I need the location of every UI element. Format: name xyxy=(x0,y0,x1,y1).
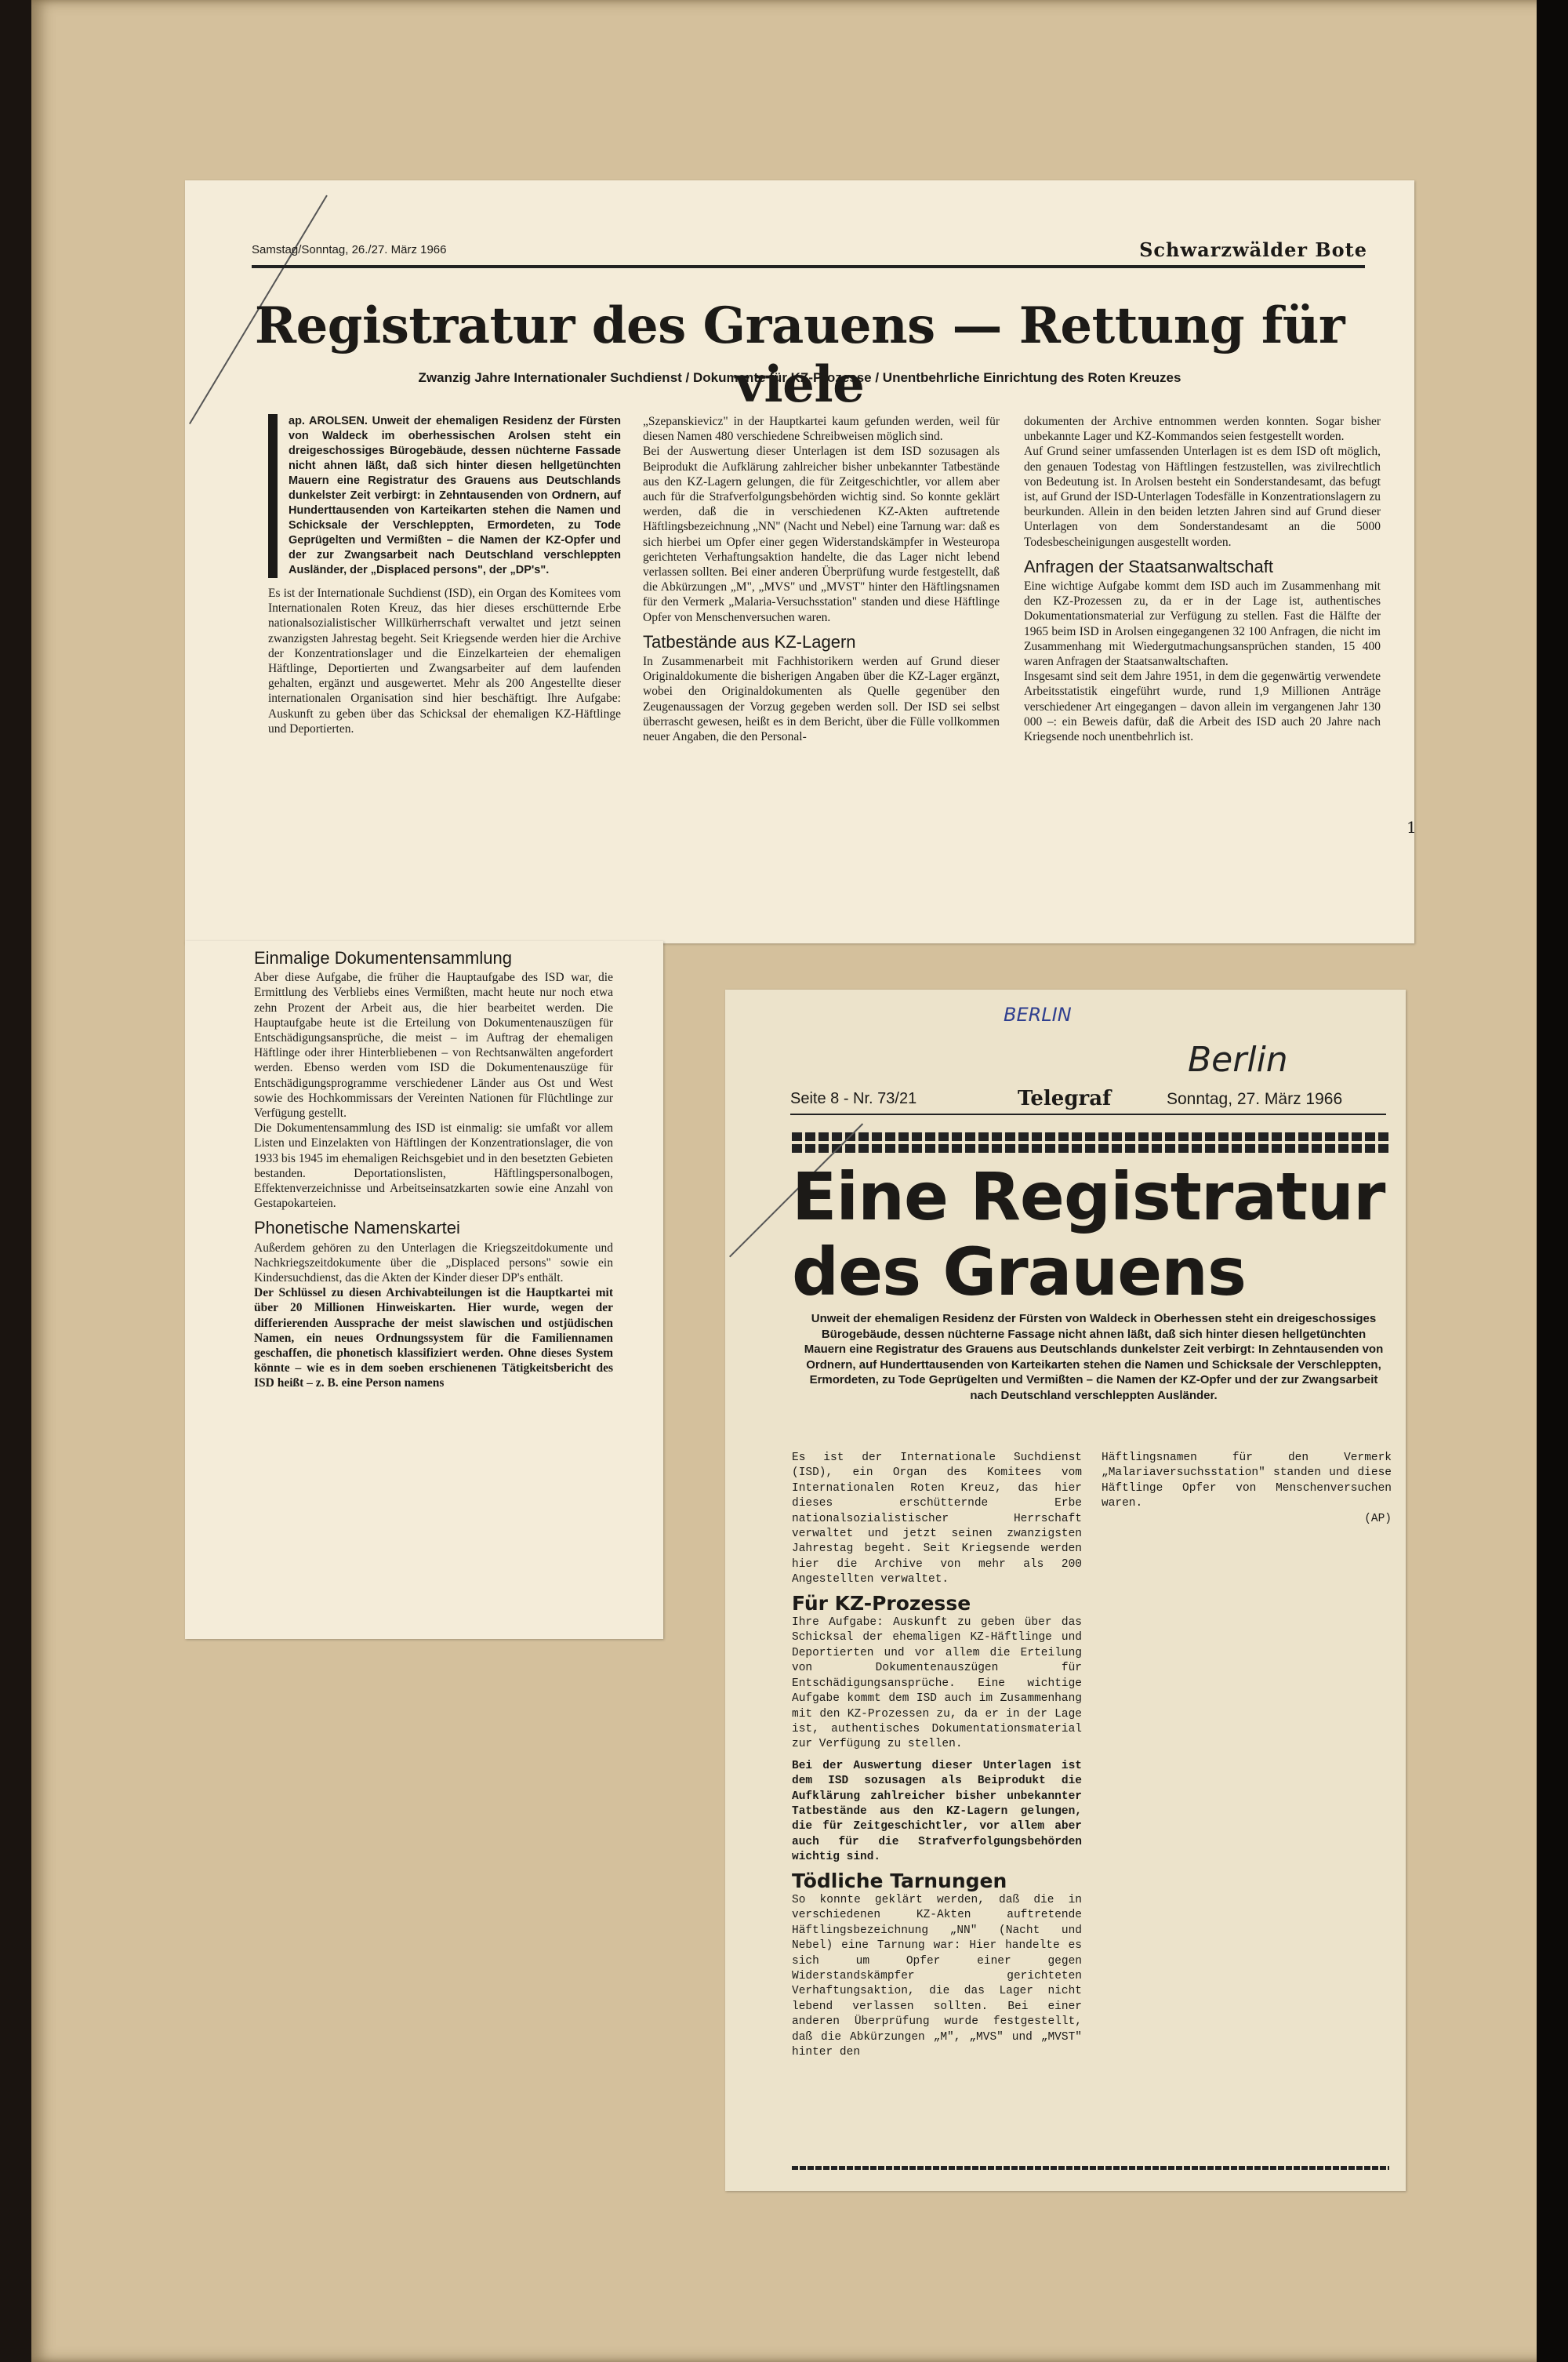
article-paragraph: Bei der Auswertung dieser Unterlagen ist dem ISD sozusagen als Beiprodukt die Aufklärung zahlreicher bisher unbekannter Tatbestände aus den KZ-Lagern gelungen, die für Zeitgeschichtler, vor allem aber auch für die Strafverfolgungsbehörden wichtig sind. xyxy=(792,1759,1082,1864)
article-paragraph: Aber diese Aufgabe, die früher die Hauptaufgabe des ISD war, die Ermittlung des Verbliebs eines Vermißten, macht heute nur noch etwa zehn Prozent der Arbeit aus, die hier bearbeitet werden. Die Hauptaufgabe heute ist die Erteilung von Dokumentenauszügen für Entschädigungsansprüche, die meist – im Auftrag der ehemaligen Häftlinge oder ihrer Hinterbliebenen – von Rechtsanwälten angefordert werden. Ebenso werden vom ISD die Dokumentenauszüge für Entschädigungsprogramme verschiedener Länder aus Ost und West sowie des Hochkommissars der Vereinten Nationen für Flüchtlinge zur Verfügung gestellt. xyxy=(254,971,613,1121)
article-lead: ap. AROLSEN. Unweit der ehemaligen Residenz der Fürsten von Waldeck im oberhessischen Arolsen steht ein dreigeschossiges Bürogebäude, dessen nüchterne Fassade nicht ahnen läßt, daß sich hinter diesen hellgetünchten Mauern eine Registratur des Grauens aus Deutschlands dunkelster Zeit verbirgt: in Zehntausenden von Ordnern, auf Hunderttausenden von Karteikarten stehen die Namen und Schicksale der Verschleppten, Ermordeten, zu Tode Geprügelten und Vermißten – die Namen der KZ-Opfer und der zur Zwangsarbeit nach Deutschland verschleppten Ausländer, der „Displaced persons", der „DP's". xyxy=(268,414,621,578)
article-lead: Unweit der ehemaligen Residenz der Fürsten von Waldeck in Oberhessen steht ein dreigeschossiges Bürogebäude, dessen nüchterne Fassage nicht ahnen läßt, daß sich hinter diesen hellgetünchten Mauern eine Registratur des Grauens aus Deutschlands dunkelster Zeit verbirgt: In Zehntausenden von Ordnern, auf Hunderttausenden von Karteikarten stehen die Namen und Schicksale der Verschleppten, Ermordeten, zu Tode Geprügelten und Vermißten – die Namen der KZ-Opfer und der zur Zwangsarbeit nach Deutschland verschleppten Ausländer. xyxy=(804,1312,1384,1402)
headline-line: Eine Registratur xyxy=(792,1158,1385,1235)
article-paragraph: Die Dokumentensammlung des ISD ist einmalig: sie umfaßt vor allem Listen und Einzelakten von Häftlingen der Konzentrationslager, die von 1933 bis 1945 im ehemaligen Reichsgebiet und in den besetzten Gebieten bestanden. Deportationslisten, Häftlingspersonalbogen, Effektenverzeichnisse und Arbeitseinsatzkarten sowie eine Anzahl von Gestapokarteien. xyxy=(254,1121,613,1211)
margin-mark: 1 xyxy=(1406,818,1417,837)
newspaper-masthead: Schwarzwälder Bote xyxy=(1139,238,1367,261)
article-paragraph: Eine wichtige Aufgabe kommt dem ISD auch im Zusammenhang mit den KZ-Prozessen zu, da er in der Lage ist, authentisches Dokumentationsmaterial zur Verfügung zu stellen. Fast die Hälfte der 1965 beim ISD in Arolsen eingegangenen 32 100 Anfragen, die nicht im Zusammenhang mit Wiedergutmachungsansprüchen standen, 15 400 waren Anfragen der Staatsanwaltschaften. xyxy=(1024,580,1381,669)
newspaper-clipping-continuation xyxy=(185,941,663,1639)
publication-date: Sonntag, 27. März 1966 xyxy=(1167,1090,1343,1108)
article-subheading: Tödliche Tarnungen xyxy=(792,1869,1007,1892)
dashed-rule xyxy=(792,1132,1389,1141)
header-rule xyxy=(252,265,1365,268)
article-paragraph: Der Schlüssel zu diesen Archivabteilungen ist die Hauptkartei mit über 20 Millionen Hinweiskarten. Hier wurde, wegen der differierenden Aussprache der meist slawischen und ostjüdischen Namen, ein neues Ordnungssystem für die Familiennamen geschaffen, die phonetisch klassifiziert werden. Ohne dieses System könnte – wie es in dem soeben erschienenen Tätigkeitsbericht des ISD heißt – z. B. eine Person namens xyxy=(254,1286,613,1390)
newspaper-clipping-schwarzwaelder-bote xyxy=(185,180,1414,943)
article-subheading: Anfragen der Staatsanwaltschaft xyxy=(1024,556,1273,576)
article-column-2 xyxy=(643,414,1000,744)
handwritten-signature: Berlin xyxy=(1188,1040,1288,1080)
handwritten-note: BERLIN xyxy=(1004,1004,1072,1026)
article-column-1 xyxy=(268,414,621,736)
article-subheading: Einmalige Dokumentensammlung xyxy=(254,948,512,968)
article-paragraph: „Szepanskievicz" in der Hauptkartei kaum gefunden werden, weil für diesen Namen 480 verschiedene Schreibweisen möglich sind. xyxy=(643,415,1000,444)
dashed-rule xyxy=(792,2166,1389,2170)
page-number: Seite 8 - Nr. 73/21 xyxy=(790,1090,917,1107)
article-paragraph: Häftlingsnamen für den Vermerk „Malariaversuchsstation" standen und diese Häftlinge Opfer von Menschenversuchen waren. xyxy=(1102,1452,1392,1510)
article-headline xyxy=(792,1159,1403,1310)
article-paragraph: Auf Grund seiner umfassenden Unterlagen ist es dem ISD oft möglich, den genauen Todestag von Häftlingen festzustellen, was zivilrechtlich von Bedeutung ist. In Arolsen besteht ein Sonderstandesamt, das befugt ist, auf Grund der ISD-Unterlagen Todesfälle in Konzentrationslagern zu beurkunden. Allein in den beiden letzten Jahren sind auf Grund dieser Unterlagen von dem Sonderstandesamt an die 5000 Todesbescheinigungen ausgestellt worden. xyxy=(1024,445,1381,549)
headline-line: des Grauens xyxy=(792,1234,1246,1310)
article-column-1-continued xyxy=(254,941,613,1391)
page-edge xyxy=(1537,0,1568,2362)
article-headline: Registratur des Grauens — Rettung für viele xyxy=(254,296,1345,414)
article-paragraph: Es ist der Internationale Suchdienst (ISD), ein Organ des Komitees vom Internationalen Roten Kreuz, das hier dieses erschütternde Erbe nationalsozialistischer Herrschaft verwaltet und jetzt seinen zwanzigsten Jahrestag begeht. Seit Kriegsende werden hier die Archive von mehr als 200 Angestellten verwaltet. xyxy=(792,1452,1082,1586)
article-subheading: Für KZ-Prozesse xyxy=(792,1591,971,1615)
dashed-rule xyxy=(792,1144,1389,1153)
article-paragraph: Insgesamt sind seit dem Jahre 1951, in dem die gegenwärtig verwendete Arbeitsstatistik eingeführt wurde, rund 1,9 Millionen Anträge verschiedener Art eingegangen – davon allein im vergangenen Jahr 130 000 –: ein Beweis dafür, daß die Arbeit des ISD auch 20 Jahre nach Kriegsende noch unentbehrlich ist. xyxy=(1024,670,1381,744)
article-column-3 xyxy=(1024,414,1381,744)
article-subheading: Tatbestände aus KZ-Lagern xyxy=(643,631,856,652)
article-paragraph: Außerdem gehören zu den Unterlagen die Kriegszeitdokumente und Nachkriegszeitdokumente über die „Displaced persons" sowie ein Kindersuchdienst, das die Akten der Kinder dieser DP's enthält. xyxy=(254,1241,613,1285)
article-paragraph: In Zusammenarbeit mit Fachhistorikern werden auf Grund dieser Originaldokumente die bisherigen Angaben über die KZ-Lager ergänzt, wobei den Originaldokumenten als Quelle gegenüber den Zeugenaussagen der Vorzug gegeben werden soll. Der ISD sei selbst überrascht gewesen, heißt es in dem Bericht, über die Fülle vollkommen neuer Angaben, die den Personal- xyxy=(643,655,1000,744)
article-credit: (AP) xyxy=(1364,1512,1392,1525)
clipping-dateline: Samstag/Sonntag, 26./27. März 1966 xyxy=(252,243,447,256)
article-subheading: Phonetische Namenskartei xyxy=(254,1218,460,1238)
article-column-1 xyxy=(792,1451,1082,2060)
article-column-2 xyxy=(1102,1451,1392,1527)
article-paragraph: Bei der Auswertung dieser Unterlagen ist dem ISD sozusagen als Beiprodukt die Aufklärung zahlreicher bisher unbekannter Tatbestände aus den KZ-Lagern gelungen, die für Zeitgeschichtler, vor allem aber auch für die Strafverfolgungsbehörden wichtig sind. So konnte geklärt werden, daß die in verschiedenen KZ-Akten auftretende Häftlingsbezeichnung „NN" (Nacht und Nebel) eine Tarnung war: daß es sich hierbei um Opfer einer gegen Widerstandskämpfer in Westeuropa gerichteten Verhaftungsaktion handelte, die das Lager nicht lebend verlassen sollten. Bei einer anderen Überprüfung wurde festgestellt, daß die Abkürzungen „M", „MVS" und „MVST" hinter den Häftlingsnamen für den Vermerk „Malaria-Versuchsstation" standen und diese Häftlinge Opfer von Menschenversuchen waren. xyxy=(643,445,1000,624)
article-paragraph: dokumenten der Archive entnommen werden konnten. Sogar bisher unbekannte Lager und KZ-Kommandos seien festgestellt worden. xyxy=(1024,415,1381,444)
article-paragraph: So konnte geklärt werden, daß die in verschiedenen KZ-Akten auftretende Häftlingsbezeichnung „NN" (Nacht und Nebel) eine Tarnung war: Hier handelte es sich um Opfer einer gegen Widerstandskämpfer gerichteten Verhaftungsaktion, die das Lager nicht lebend verlassen sollten. Bei einer anderen Überprüfung wurde festgestellt, daß die Abkürzungen „M", „MVS" und „MVST" hinter den xyxy=(792,1893,1082,2059)
newspaper-header xyxy=(790,1084,1386,1115)
article-paragraph: Es ist der Internationale Suchdienst (ISD), ein Organ des Komitees vom Internationalen Roten Kreuz, das hier dieses erschütternde Erbe nationalsozialistischer Willkürherrschaft verwaltet und jetzt seinen zwanzigsten Jahrestag begeht. Seit Kriegsende werden hier die Archive der Konzentrationslager und die Einzelkarteien der ehemaligen Häftlinge, Deportierten und Zwangsarbeiter auf dem laufenden gehalten, ergänzt und ausgewertet. Mehr als 200 Angestellte dieser internationalen Organisation sind hier beschäftigt. Ihre Aufgabe: Auskunft zu geben über das Schicksal der ehemaligen KZ-Häftlinge und Deportierten. xyxy=(268,587,621,736)
article-paragraph: Ihre Aufgabe: Auskunft zu geben über das Schicksal der ehemaligen KZ-Häftlinge und Deportierten und vor allem die Erteilung von Dokumentenauszügen für Entschädigungsansprüche. Eine wichtige Aufgabe kommt dem ISD auch im Zusammenhang mit den KZ-Prozessen zu, da er in der Lage ist, authentisches Dokumentationsmaterial zur Verfügung zu stellen. xyxy=(792,1616,1082,1751)
binder-spine xyxy=(0,0,31,2362)
newspaper-clipping-telegraf xyxy=(725,990,1406,2191)
newspaper-masthead: Telegraf xyxy=(1018,1087,1112,1110)
article-subheadline: Zwanzig Jahre Internationaler Suchdienst / Dokumente für KZ-Prozesse / Unentbehrliche Einrichtung des Roten Kreuzes xyxy=(418,370,1181,385)
